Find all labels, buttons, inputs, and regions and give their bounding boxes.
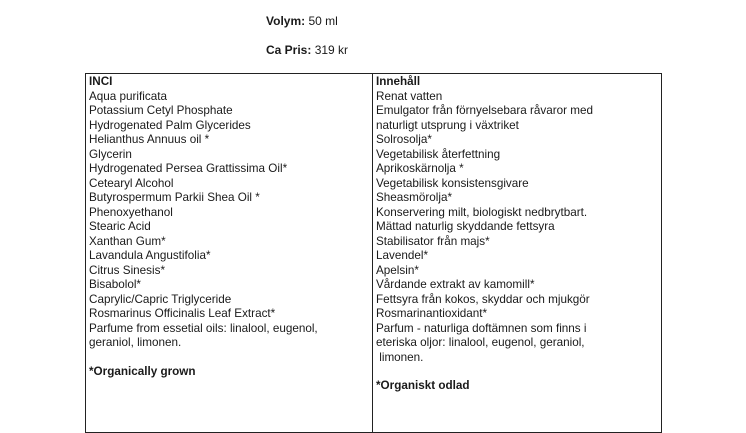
table-cell: Cetearyl Alcohol (89, 176, 174, 190)
table-cell: Mättad naturlig skyddande fettsyra (376, 220, 555, 233)
table-cell: Konservering milt, biologiskt nedbrytbart. (376, 205, 588, 219)
table-cell: Hydrogenated Persea Grattissima Oil* (89, 162, 288, 175)
table-cell: Parfum - naturliga doftämnen som finns i eteriska oljor: linalool, eugenol, geraniol, limonen. (376, 321, 587, 364)
ingredients-table (85, 73, 662, 433)
table-cell: Xanthan Gum* (89, 234, 166, 248)
table-cell: Renat vatten (376, 89, 443, 103)
table-cell: Vårdande extrakt av kamomill* (376, 278, 535, 291)
table-cell: Apelsin* (376, 263, 419, 277)
inci-header: INCI (89, 75, 113, 88)
table-cell: Potassium Cetyl Phosphate (89, 104, 233, 117)
inci-column (86, 74, 373, 432)
volume-value: 50 ml (308, 14, 338, 28)
table-cell: Bisabolol* (89, 278, 141, 291)
table-cell: Aqua purificata (89, 89, 167, 103)
table-cell: Glycerin (89, 147, 132, 161)
table-cell: Sheasmörolja* (376, 191, 453, 204)
innehall-column (373, 74, 661, 432)
table-cell: Vegetabilisk återfettning (376, 147, 501, 161)
table-cell: Helianthus Annuus oil * (89, 133, 210, 146)
table-cell: Stabilisator från majs* (376, 234, 490, 248)
price-line (266, 43, 348, 57)
table-cell: Emulgator från förnyelsebara råvaror med naturligt utsprung i växtriket (376, 104, 593, 132)
table-cell: Parfume from essetial oils: linalool, eugenol, geraniol, limonen. (89, 321, 318, 349)
table-cell: Citrus Sinesis* (89, 263, 165, 277)
volume-line (266, 14, 338, 28)
innehall-footnote: *Organiskt odlad (376, 379, 470, 392)
price-value: 319 kr (314, 43, 349, 57)
table-cell: Vegetabilisk konsistensgivare (376, 176, 529, 190)
table-cell: Rosmarinus Officinalis Leaf Extract* (89, 307, 276, 320)
table-cell: Fettsyra från kokos, skyddar och mjukgör (376, 292, 590, 306)
table-cell: Lavandula Angustifolia* (89, 249, 211, 262)
table-cell: Caprylic/Capric Triglyceride (89, 292, 232, 306)
table-cell: Aprikoskärnolja * (376, 162, 464, 175)
table-cell: Solrosolja* (376, 133, 432, 146)
innehall-header: Innehåll (376, 75, 421, 88)
table-cell: Rosmarinantioxidant* (376, 307, 488, 320)
table-cell: Hydrogenated Palm Glycerides (89, 118, 251, 132)
table-cell: Stearic Acid (89, 220, 151, 233)
table-cell: Lavendel* (376, 249, 428, 262)
table-cell: Phenoxyethanol (89, 205, 173, 219)
price-label: Ca Pris: (266, 43, 312, 57)
volume-label: Volym: (266, 14, 306, 28)
inci-footnote: *Organically grown (89, 364, 196, 378)
table-cell: Butyrospermum Parkii Shea Oil * (89, 191, 260, 204)
